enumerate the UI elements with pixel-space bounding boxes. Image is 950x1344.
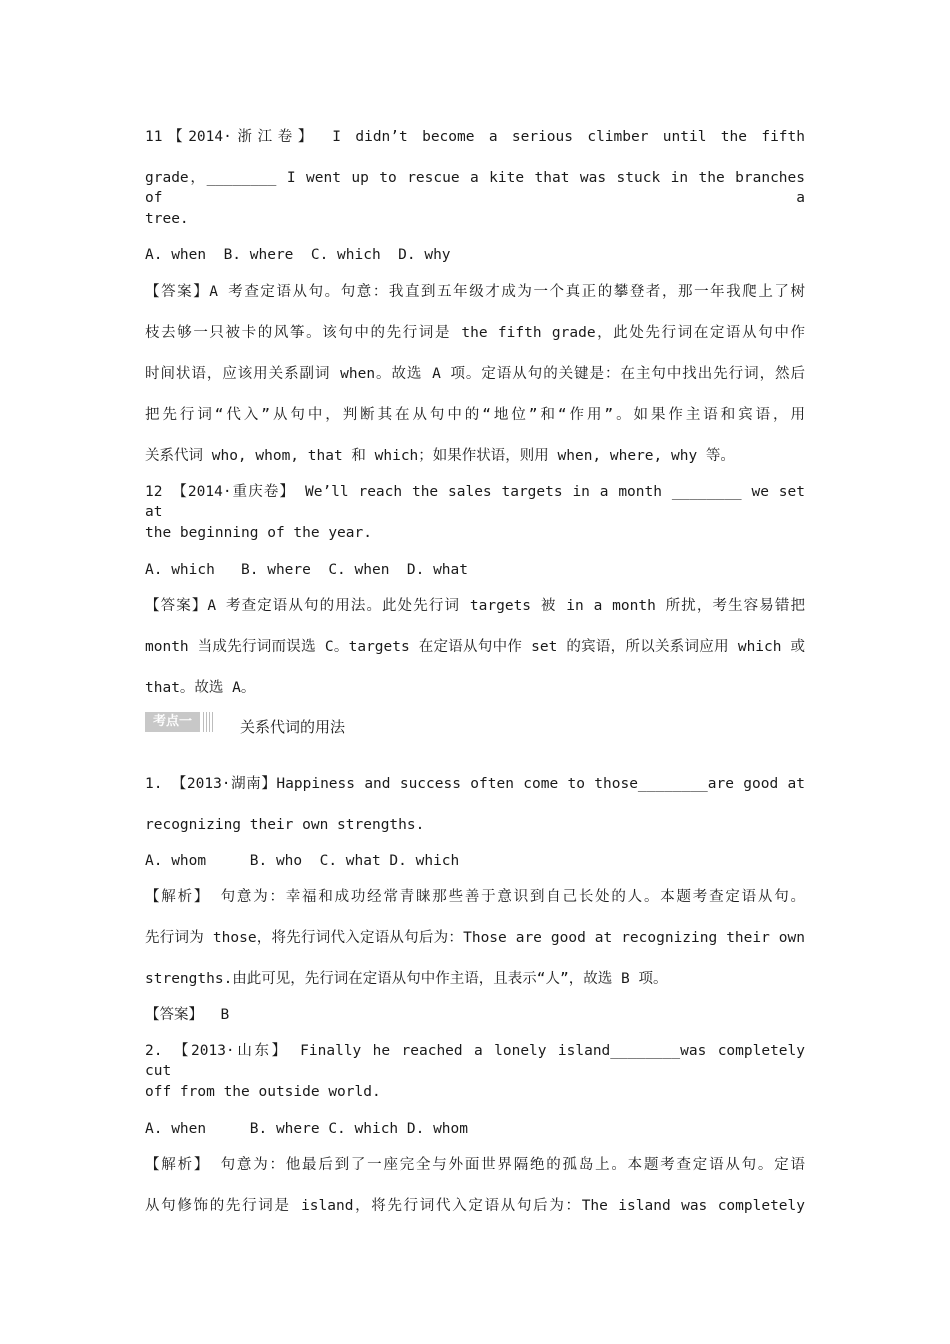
q2-options: A. when B. where C. which D. whom [145,1121,469,1137]
q11-answer-line1: 【答案】A 考查定语从句。句意：我直到五年级才成为一个真正的攀登者，那一年我爬上了树 [145,284,805,300]
q1-answer: 【答案】 B [145,1007,230,1023]
q1-analysis-line3: strengths.由此可见，先行词在定语从句中作主语，且表示“人”，故选 B 项。 [145,971,668,987]
badge-divider [212,712,213,732]
q12-answer-line3: that。故选 A。 [145,680,256,696]
q11-stem-line1: 11【2014·浙江卷】 I didn’t become a serious climber until the fifth [145,129,805,145]
q2-analysis-line1: 【解析】 句意为：他最后到了一座完全与外面世界隔绝的孤岛上。本题考查定语从句。定语 [145,1157,805,1173]
badge-divider [206,712,207,732]
section-badge-label: 考点一 [145,712,200,732]
q11-answer-line4: 把先行词“代入”从句中，判断其在从句中的“地位”和“作用”。如果作主语和宾语，用 [145,407,805,423]
q1-analysis-line2: 先行词为 those，将先行词代入定语从句后为：Those are good at recognizing their own [145,930,805,946]
q12-stem-line2: the beginning of the year. [145,525,372,541]
q1-stem-line1: 1. 【2013·湖南】Happiness and success often come to those________are good at [145,776,805,792]
q2-analysis-line2: 从句修饰的先行词是 island，将先行词代入定语从句后为：The island was completely [145,1198,805,1214]
q11-options: A. when B. where C. which D. why [145,247,451,263]
q1-stem-line2: recognizing their own strengths. [145,817,425,833]
q12-options: A. which B. where C. when D. what [145,562,469,578]
section-title: 关系代词的用法 [240,718,346,736]
q11-answer-line5: 关系代词 who, whom, that 和 which；如果作状语，则用 when, where, why 等。 [145,448,735,464]
badge-divider [203,712,204,732]
q1-options: A. whom B. who C. what D. which [145,853,460,869]
q2-stem-line2: off from the outside world. [145,1084,381,1100]
q12-answer-line1: 【答案】A 考查定语从句的用法。此处先行词 targets 被 in a month 所扰，考生容易错把 [145,598,805,614]
q11-answer-line3: 时间状语，应该用关系副词 when。故选 A 项。定语从句的关键是：在主句中找出先行词，然后 [145,366,805,382]
q11-stem-line3: tree. [145,211,189,227]
q11-answer-line2: 枝去够一只被卡的风筝。该句中的先行词是 the fifth grade，此处先行词在定语从句中作 [145,325,805,341]
q11-stem-line2: grade，________ I went up to rescue a kite that was stuck in the branches of a [145,170,805,206]
q1-analysis-line1: 【解析】 句意为：幸福和成功经常青睐那些善于意识到自己长处的人。本题考查定语从句。 [145,889,805,905]
section-badge [145,712,213,732]
badge-divider [209,712,210,732]
q12-stem-line1: 12 【2014·重庆卷】 We’ll reach the sales targets in a month ________ we set at [145,484,805,520]
q12-answer-line2: month 当成先行词而误选 C。targets 在定语从句中作 set 的宾语，所以关系词应用 which 或 [145,639,805,655]
q2-stem-line1: 2. 【2013·山东】 Finally he reached a lonely island________was completely cut [145,1043,805,1079]
